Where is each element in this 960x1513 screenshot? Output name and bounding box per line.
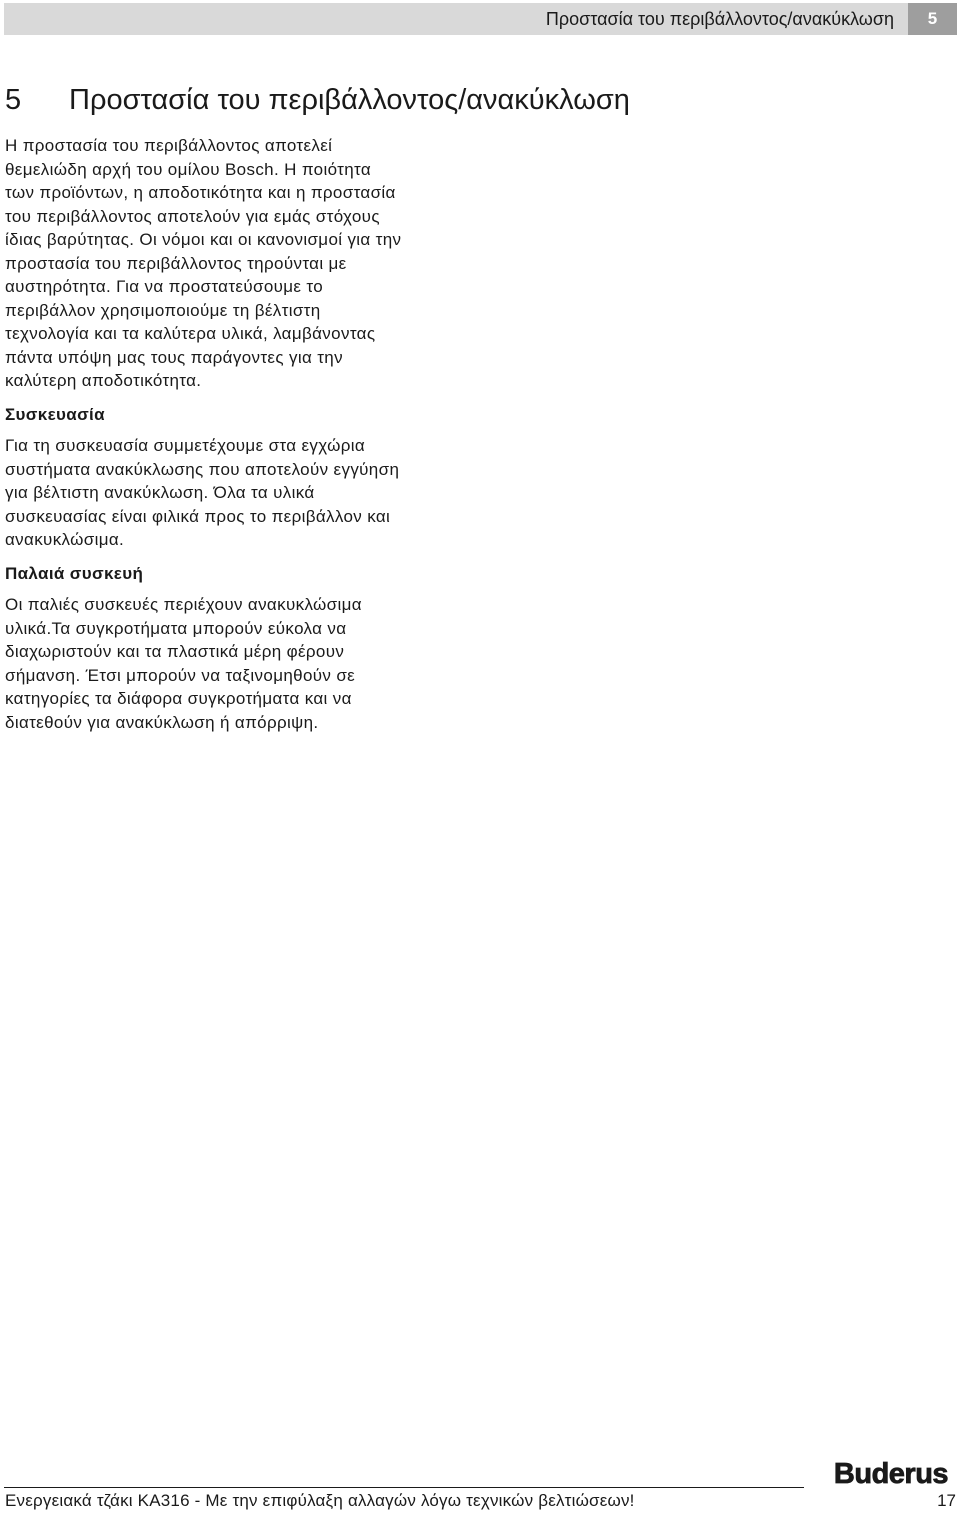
packaging-heading: Συσκευασία [5,404,105,424]
main-content [5,134,475,734]
chapter-title: Προστασία του περιβάλλοντος/ανακύκλωση [69,84,630,116]
chapter-heading [5,82,630,118]
header-chapter-number: 5 [908,3,957,35]
old-device-paragraph: Οι παλιές συσκευές περιέχουν ανακυκλώσιμα υλικά.Τα συγκροτήματα μπορούν εύκολα να διαχωριστούν και τα πλαστικά μέρη φέρουν σήμανση. Έτσι μπορούν να ταξινομηθούν σε κατηγορίες τα διάφορα συγκροτήματα και να διατεθούν για ανακύκλωση ή απόρριψη. [5,595,362,732]
packaging-paragraph: Για τη συσκευασία συμμετέχουμε στα εγχώρια συστήματα ανακύκλωσης που αποτελούν εγγύηση για βέλτιστη ανακύκλωση. Όλα τα υλικά συσκευασίας είναι φιλικά προς το περιβάλλον και ανακυκλώσιμα. [5,436,400,549]
chapter-number: 5 [5,84,22,116]
header-title: Προστασία του περιβάλλοντος/ανακύκλωση [545,9,894,29]
buderus-logo [825,1458,957,1488]
footer-rule [4,1487,804,1488]
old-device-heading: Παλαιά συσκευή [5,563,144,583]
footer-text: Ενεργειακά τζάκι KA316 - Με την επιφύλαξη αλλαγών λόγω τεχνικών βελτιώσεων! [5,1491,635,1510]
buderus-logo-text: Buderus [833,1458,949,1488]
page-number: 17 [937,1491,956,1510]
header-bar [4,3,908,35]
intro-paragraph: Η προστασία του περιβάλλοντος αποτελεί θεμελιώδη αρχή του ομίλου Bosch. Η ποιότητα των προϊόντων, η αποδοτικότητα και η προστασία του περιβάλλοντος αποτελούν για εμάς στόχους ίδιας βαρύτητας. Οι νόμοι και οι κανονισμοί για την προστασία του περιβάλλοντος τηρούνται με αυστηρότητα. Για να προστατεύσουμε το περιβάλλον χρησιμοποιούμε τη βέλτιστη τεχνολογία και τα καλύτερα υλικά, λαμβάνοντας πάντα υπόψη μας τους παράγοντες για την καλύτερη αποδοτικότητα. [5,136,402,390]
